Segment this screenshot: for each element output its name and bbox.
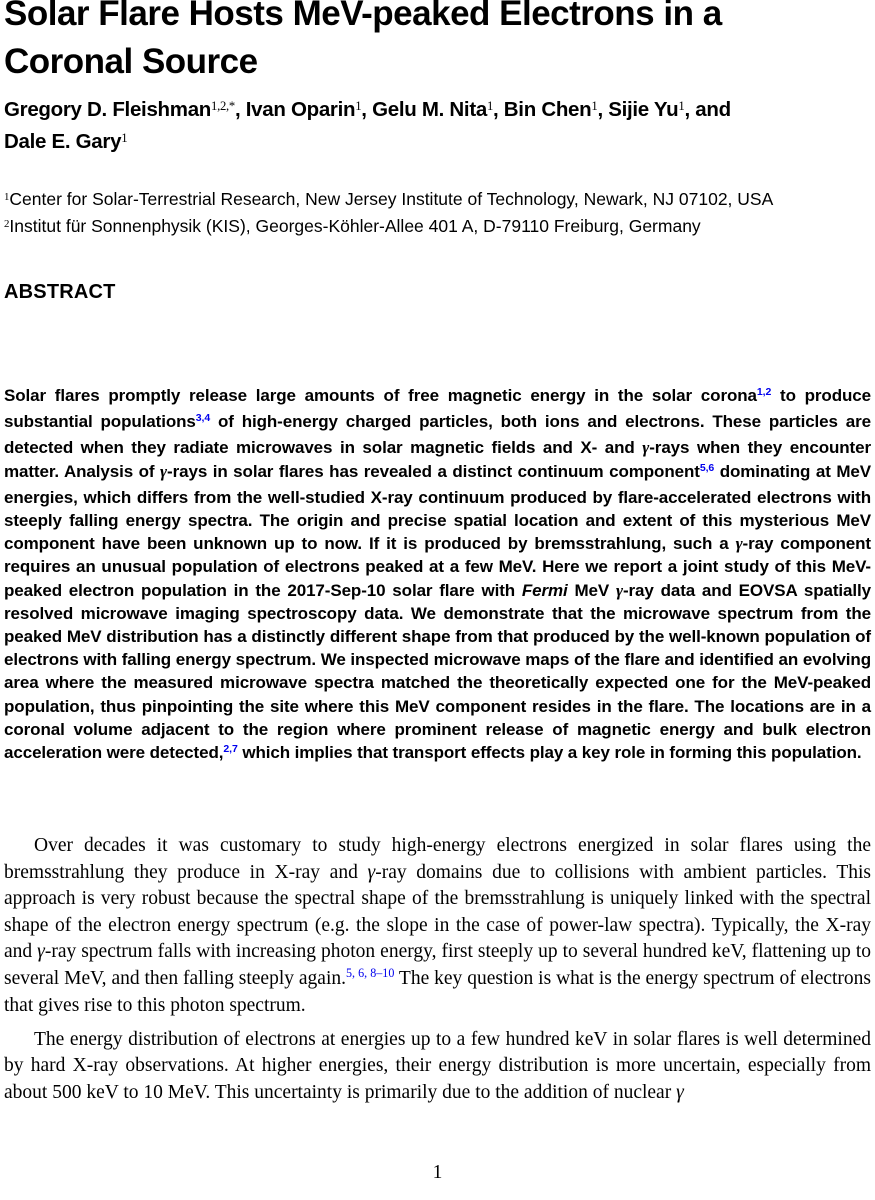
- text-run: -ray component requires an unusual population of electrons peaked at a few MeV. Here we report a joint study of this MeV-peaked electron population in the 2017-Sep-10 solar flare with: [4, 534, 871, 600]
- affiliation-1: [4, 187, 871, 214]
- text-run: -ray data and EOVSA spatially resolved microwave imaging spectroscopy data. We demonstrate that the microwave spectrum from the peaked MeV distribution has a distinctly different shape from that produced by the well-known population of electrons with falling energy spectrum. We inspected microwave maps of the flare and identified an evolving area where the measured microwave spectra matched the theoretically expected one for the MeV-peaked population, thus pinpointing the site where this MeV component resides in the flare. The locations are in a coronal volume adjacent to the region where prominent release of magnetic energy and bulk electron acceleration were detected,: [4, 580, 872, 763]
- affiliation-1-text: Center for Solar-Terrestrial Research, New Jersey Institute of Technology, Newark, NJ 07102, USA: [9, 189, 774, 209]
- text-run: -ray spectrum falls with increasing photon energy, first steeply up to several hundred keV, flattening up to several MeV, and then falling steeply again.: [4, 941, 872, 989]
- text-run: The key question is what is the energy spectrum of electrons that gives rise to this photon spectrum.: [4, 967, 871, 1017]
- affiliations: [4, 187, 871, 241]
- author-affil-marker: 1: [121, 130, 128, 145]
- paper-title: [4, 0, 871, 86]
- text-run: Over decades it was customary to study high-energy electrons energized in solar flares using the bremsstrahlung they produce in X-ray and: [4, 835, 871, 883]
- text-run: -ray domains due to collisions with ambient particles. This approach is very robust because the spectral shape of the bremsstrahlung is uniquely linked with the spectral shape of the electron energy spectrum (e.g. the slope in the case of power-law spectra). Typically, the X-ray and: [4, 861, 871, 963]
- affiliation-2-text: Institut für Sonnenphysik (KIS), Georges-Köhler-Allee 401 A, D-79110 Freiburg, Germany: [9, 216, 701, 236]
- text-run: Gregory D. Fleishman: [4, 98, 212, 121]
- author-affil-marker: 1: [486, 98, 494, 113]
- citation-ref: 1,2: [756, 386, 772, 399]
- text-run: of high-energy charged particles, both ions and electrons. These particles are detected when they radiate microwaves in solar magnetic fields and X- and: [4, 412, 871, 458]
- gamma-symbol: γ: [676, 1081, 684, 1103]
- citation-ref: 3,4: [195, 412, 211, 425]
- gamma-symbol: γ: [735, 534, 743, 554]
- text-run: -rays when they encounter matter. Analysis of: [4, 438, 871, 481]
- text-run: The energy distribution of electrons at energies up to a few hundred keV in solar flares is well determined by hard X-ray observations. At higher energies, their energy distribution is more uncertain, especially from about 500 keV to 10 MeV. This uncertainty is primarily due to the addition of nuclear: [4, 1028, 871, 1103]
- title-line-1: Solar Flare Hosts MeV-peaked Electrons in a: [4, 0, 722, 33]
- text-run: -rays in solar flares has revealed a distinct continuum component: [167, 461, 700, 481]
- gamma-symbol: γ: [160, 461, 168, 481]
- citation-ref: 5,6: [699, 461, 715, 474]
- gamma-symbol: γ: [642, 438, 650, 458]
- author-list: [4, 95, 871, 159]
- italic-emphasis: Fermi: [521, 580, 568, 600]
- gamma-symbol: γ: [37, 941, 45, 963]
- text-run: Solar flares promptly release large amounts of free magnetic energy in the solar corona: [4, 386, 757, 405]
- author-affil-marker: 1: [355, 98, 362, 113]
- text-run: to produce substantial populations: [4, 386, 871, 432]
- text-run: , and: [684, 98, 731, 121]
- text-run: , Ivan Oparin: [234, 98, 356, 121]
- body-paragraph-2: [4, 1027, 871, 1107]
- page-number: 1: [432, 1162, 443, 1183]
- author-affil-marker: 1,2,*: [211, 98, 235, 113]
- text-run: MeV: [567, 580, 616, 600]
- text-run: , Gelu M. Nita: [361, 98, 487, 121]
- title-line-2: Coronal Source: [4, 42, 258, 81]
- author-affil-marker: 1: [678, 98, 685, 113]
- gamma-symbol: γ: [367, 861, 376, 883]
- affiliation-1-marker: 1: [4, 190, 10, 203]
- abstract-heading: ABSTRACT: [4, 281, 116, 303]
- gamma-symbol: γ: [615, 580, 623, 600]
- affiliation-2-marker: 2: [4, 217, 10, 230]
- citation-ref: 5, 6, 8–10: [346, 966, 395, 981]
- text-run: Dale E. Gary: [4, 130, 122, 153]
- text-run: which implies that transport effects play a key role in forming this population.: [237, 743, 862, 763]
- affiliation-2: [4, 214, 871, 241]
- text-run: , Bin Chen: [493, 98, 592, 121]
- abstract-text: [4, 384, 871, 767]
- author-affil-marker: 1: [591, 98, 598, 113]
- text-run: dominating at MeV energies, which differs from the well-studied X-ray continuum produced by flare-accelerated electrons with steeply falling energy spectra. The origin and precise spatial location and extent of this mysterious MeV component have been unknown up to now. If it is produced by bremsstrahlung, such a: [4, 461, 871, 554]
- citation-ref: 2,7: [223, 743, 238, 756]
- body-paragraph-1: [4, 833, 871, 1020]
- text-run: , Sijie Yu: [597, 98, 679, 121]
